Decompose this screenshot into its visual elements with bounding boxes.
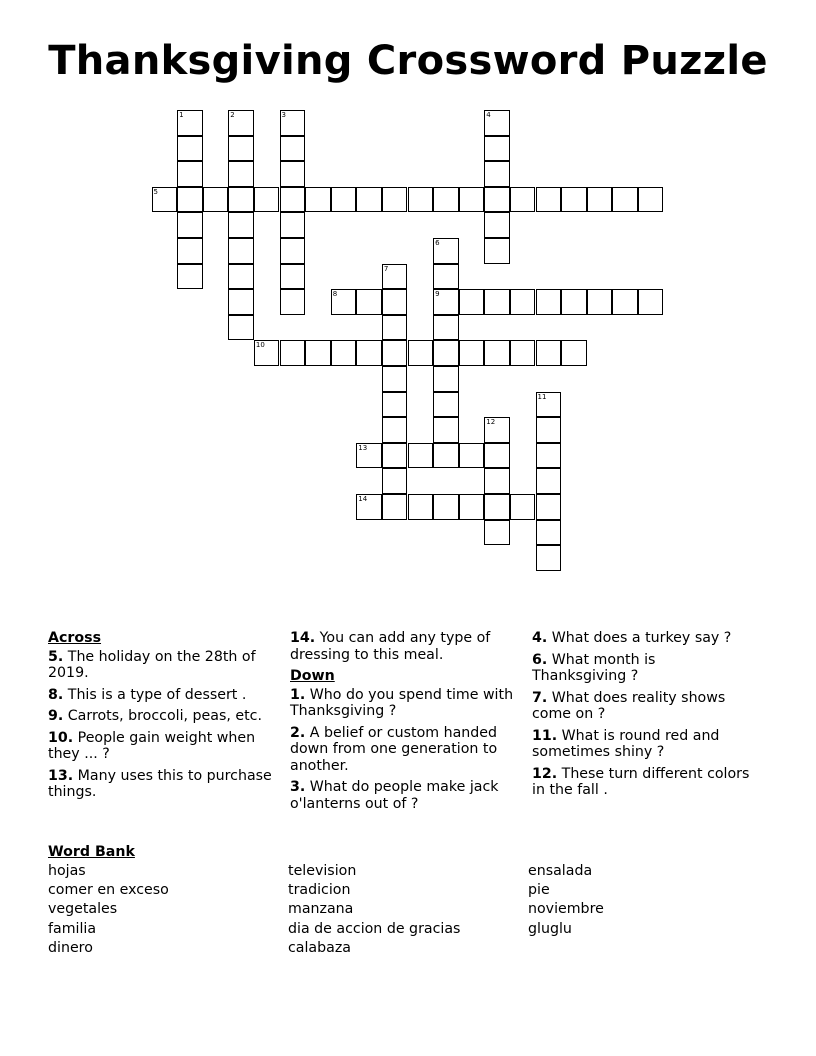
grid-cell[interactable] bbox=[382, 468, 408, 494]
grid-cell[interactable] bbox=[177, 136, 203, 162]
clue-down-3 bbox=[290, 779, 522, 812]
clue-number: 9. bbox=[48, 708, 64, 724]
word-bank-column-2 bbox=[288, 862, 460, 958]
word-bank-item: tradicion bbox=[288, 882, 351, 899]
grid-cell[interactable] bbox=[484, 136, 510, 162]
word-bank-column-3 bbox=[528, 862, 604, 939]
clue-number: 14. bbox=[290, 630, 316, 646]
grid-cell[interactable] bbox=[536, 392, 562, 418]
clue-down-2 bbox=[290, 725, 522, 775]
grid-cell[interactable] bbox=[561, 187, 587, 213]
clue-number: 10. bbox=[48, 729, 74, 746]
grid-cell[interactable] bbox=[331, 187, 357, 213]
grid-cell[interactable] bbox=[177, 187, 203, 213]
grid-cell[interactable] bbox=[561, 289, 587, 315]
word-bank-item: hojas bbox=[48, 863, 86, 879]
clue-down-1 bbox=[290, 687, 522, 720]
word-bank-item: dinero bbox=[48, 939, 93, 956]
cell-number: 4 bbox=[486, 111, 491, 119]
grid-cell[interactable] bbox=[510, 289, 536, 315]
cell-number: 13 bbox=[358, 443, 368, 452]
grid-cell[interactable] bbox=[536, 417, 562, 443]
clue-text: This is a type of dessert . bbox=[63, 686, 247, 703]
clue-number: 5. bbox=[48, 648, 64, 665]
grid-cell[interactable] bbox=[510, 187, 536, 213]
grid-cell[interactable] bbox=[536, 340, 562, 366]
clue-text: What does a turkey say ? bbox=[547, 630, 732, 646]
cell-number: 12 bbox=[486, 418, 496, 427]
clue-down-6 bbox=[532, 652, 752, 685]
grid-cell[interactable] bbox=[305, 187, 331, 213]
grid-cell[interactable] bbox=[612, 187, 638, 213]
grid-cell[interactable] bbox=[382, 187, 408, 213]
clue-number: 3. bbox=[290, 779, 306, 795]
grid-cell[interactable] bbox=[280, 136, 306, 162]
grid-cell[interactable] bbox=[638, 187, 664, 213]
grid-cell[interactable] bbox=[484, 212, 510, 238]
grid-cell[interactable] bbox=[280, 340, 306, 366]
down-heading: Down bbox=[290, 668, 335, 684]
clues-column-3 bbox=[532, 630, 752, 804]
clue-text: You can add any type of dressing to this meal. bbox=[290, 630, 491, 663]
cell-number: 3 bbox=[281, 111, 286, 119]
grid-cell[interactable] bbox=[382, 443, 408, 469]
grid-cell[interactable] bbox=[408, 187, 434, 213]
clue-across-14 bbox=[290, 630, 522, 663]
clue-number: 8. bbox=[48, 686, 64, 703]
grid-cell[interactable] bbox=[382, 392, 408, 418]
grid-cell[interactable] bbox=[382, 494, 408, 520]
grid-cell[interactable] bbox=[536, 520, 562, 546]
cell-number: 9 bbox=[435, 290, 440, 299]
grid-cell[interactable] bbox=[177, 238, 203, 264]
clue-text: What month is Thanksgiving ? bbox=[532, 651, 656, 684]
grid-cell[interactable] bbox=[280, 238, 306, 264]
word-bank-item: television bbox=[288, 863, 357, 879]
grid-cell[interactable] bbox=[459, 443, 485, 469]
grid-cell[interactable] bbox=[382, 340, 408, 366]
grid-cell[interactable] bbox=[484, 289, 510, 315]
clues-column-2 bbox=[290, 630, 522, 817]
grid-cell[interactable] bbox=[280, 264, 306, 290]
clue-text: What does reality shows come on ? bbox=[532, 689, 726, 722]
grid-cell[interactable] bbox=[433, 417, 459, 443]
clue-text: What is round red and sometimes shiny ? bbox=[532, 727, 720, 760]
word-bank-item: noviembre bbox=[528, 901, 604, 918]
grid-cell[interactable] bbox=[484, 468, 510, 494]
grid-cell[interactable] bbox=[433, 494, 459, 520]
grid-cell[interactable] bbox=[536, 468, 562, 494]
grid-cell[interactable] bbox=[459, 494, 485, 520]
word-bank-item: comer en exceso bbox=[48, 882, 169, 899]
word-bank-item: familia bbox=[48, 920, 97, 937]
grid-cell[interactable] bbox=[305, 340, 331, 366]
clue-number: 4. bbox=[532, 630, 548, 646]
clue-text: Many uses this to purchase things. bbox=[48, 767, 272, 800]
grid-cell[interactable] bbox=[382, 315, 408, 341]
grid-cell[interactable] bbox=[587, 187, 613, 213]
grid-cell[interactable] bbox=[484, 443, 510, 469]
cell-number: 11 bbox=[537, 392, 547, 401]
grid-cell[interactable] bbox=[228, 315, 254, 341]
grid-cell[interactable] bbox=[382, 264, 408, 290]
grid-cell[interactable] bbox=[536, 289, 562, 315]
word-bank-item: manzana bbox=[288, 901, 354, 918]
clue-text: Carrots, broccoli, peas, etc. bbox=[63, 708, 262, 724]
grid-cell[interactable] bbox=[177, 161, 203, 187]
grid-cell[interactable] bbox=[228, 136, 254, 162]
grid-cell[interactable] bbox=[433, 340, 459, 366]
grid-cell[interactable] bbox=[561, 340, 587, 366]
grid-cell[interactable] bbox=[459, 187, 485, 213]
grid-cell[interactable] bbox=[510, 340, 536, 366]
cell-number: 6 bbox=[435, 239, 440, 247]
grid-cell[interactable] bbox=[484, 340, 510, 366]
clue-text: These turn different colors in the fall . bbox=[532, 765, 750, 798]
clue-down-11 bbox=[532, 728, 752, 761]
grid-cell[interactable] bbox=[152, 187, 178, 213]
grid-cell[interactable] bbox=[356, 187, 382, 213]
clue-number: 6. bbox=[532, 651, 548, 668]
grid-cell[interactable] bbox=[484, 187, 510, 213]
cell-number: 14 bbox=[358, 495, 368, 503]
grid-cell[interactable] bbox=[177, 264, 203, 290]
grid-cell[interactable] bbox=[459, 340, 485, 366]
grid-cell[interactable] bbox=[408, 443, 434, 469]
grid-cell[interactable] bbox=[356, 443, 382, 469]
grid-cell[interactable] bbox=[228, 238, 254, 264]
grid-cell[interactable] bbox=[587, 289, 613, 315]
cell-number: 5 bbox=[153, 187, 158, 196]
clue-number: 13. bbox=[48, 767, 74, 784]
grid-cell[interactable] bbox=[484, 110, 510, 136]
grid-cell[interactable] bbox=[408, 340, 434, 366]
grid-cell[interactable] bbox=[536, 545, 562, 571]
grid-cell[interactable] bbox=[484, 494, 510, 520]
clue-text: Who do you spend time with Thanksgiving ? bbox=[290, 686, 514, 719]
grid-cell[interactable] bbox=[433, 366, 459, 392]
clue-number: 7. bbox=[532, 689, 548, 706]
grid-cell[interactable] bbox=[280, 110, 306, 136]
grid-cell[interactable] bbox=[382, 417, 408, 443]
grid-cell[interactable] bbox=[382, 289, 408, 315]
clue-down-4 bbox=[532, 630, 752, 647]
grid-cell[interactable] bbox=[408, 494, 434, 520]
grid-cell[interactable] bbox=[356, 494, 382, 520]
grid-cell[interactable] bbox=[433, 443, 459, 469]
grid-cell[interactable] bbox=[228, 289, 254, 315]
word-bank-item: dia de accion de gracias bbox=[288, 920, 461, 937]
grid-cell[interactable] bbox=[433, 264, 459, 290]
grid-cell[interactable] bbox=[254, 187, 280, 213]
clue-text: A belief or custom handed down from one generation to another. bbox=[290, 724, 498, 774]
grid-cell[interactable] bbox=[433, 187, 459, 213]
grid-cell[interactable] bbox=[228, 110, 254, 136]
cell-number: 8 bbox=[332, 290, 338, 299]
grid-cell[interactable] bbox=[331, 289, 357, 315]
cell-number: 10 bbox=[255, 341, 265, 350]
word-bank-item: vegetales bbox=[48, 901, 118, 918]
clue-across-8 bbox=[48, 687, 280, 704]
clue-across-10 bbox=[48, 730, 280, 763]
grid-cell[interactable] bbox=[280, 161, 306, 187]
clue-across-13 bbox=[48, 768, 280, 801]
grid-cell[interactable] bbox=[612, 289, 638, 315]
grid-cell[interactable] bbox=[536, 187, 562, 213]
grid-cell[interactable] bbox=[484, 238, 510, 264]
clues-column-1 bbox=[48, 630, 280, 806]
clue-number: 2. bbox=[290, 724, 306, 741]
grid-cell[interactable] bbox=[433, 289, 459, 315]
word-bank-item: ensalada bbox=[528, 863, 593, 879]
clue-across-9 bbox=[48, 708, 280, 725]
grid-cell[interactable] bbox=[280, 289, 306, 315]
grid-cell[interactable] bbox=[510, 494, 536, 520]
grid-cell[interactable] bbox=[228, 264, 254, 290]
grid-cell[interactable] bbox=[177, 110, 203, 136]
grid-cell[interactable] bbox=[433, 238, 459, 264]
grid-cell[interactable] bbox=[638, 289, 664, 315]
grid-cell[interactable] bbox=[280, 212, 306, 238]
clue-across-5 bbox=[48, 649, 280, 682]
grid-cell[interactable] bbox=[254, 340, 280, 366]
word-bank-item: pie bbox=[528, 882, 550, 899]
page-title: Thanksgiving Crossword Puzzle bbox=[48, 38, 768, 84]
word-bank-column-1 bbox=[48, 862, 169, 958]
clue-down-7 bbox=[532, 690, 752, 723]
grid-cell[interactable] bbox=[433, 315, 459, 341]
grid-cell[interactable] bbox=[382, 366, 408, 392]
grid-cell[interactable] bbox=[177, 212, 203, 238]
grid-cell[interactable] bbox=[484, 520, 510, 546]
clue-text: People gain weight when they ... ? bbox=[48, 729, 256, 762]
grid-cell[interactable] bbox=[459, 289, 485, 315]
grid-cell[interactable] bbox=[356, 289, 382, 315]
grid-cell[interactable] bbox=[484, 161, 510, 187]
clue-number: 12. bbox=[532, 765, 558, 782]
grid-cell[interactable] bbox=[280, 187, 306, 213]
clue-number: 1. bbox=[290, 686, 306, 703]
cell-number: 1 bbox=[179, 111, 184, 119]
word-bank-item: gluglu bbox=[528, 920, 572, 937]
grid-cell[interactable] bbox=[536, 494, 562, 520]
grid-cell[interactable] bbox=[203, 187, 229, 213]
clue-number: 11. bbox=[532, 727, 558, 744]
clue-down-12 bbox=[532, 766, 752, 799]
word-bank-heading: Word Bank bbox=[48, 844, 135, 860]
grid-cell[interactable] bbox=[228, 212, 254, 238]
across-heading: Across bbox=[48, 630, 102, 646]
grid-cell[interactable] bbox=[433, 392, 459, 418]
grid-cell[interactable] bbox=[484, 417, 510, 443]
cell-number: 7 bbox=[383, 264, 389, 273]
clue-text: What do people make jack o'lanterns out of ? bbox=[290, 779, 499, 812]
clue-text: The holiday on the 28th of 2019. bbox=[48, 648, 256, 681]
word-bank-item: calabaza bbox=[288, 939, 351, 956]
grid-cell[interactable] bbox=[228, 187, 254, 213]
grid-cell[interactable] bbox=[536, 443, 562, 469]
grid-cell[interactable] bbox=[228, 161, 254, 187]
cell-number: 2 bbox=[230, 111, 235, 119]
grid-cell[interactable] bbox=[331, 340, 357, 366]
grid-cell[interactable] bbox=[356, 340, 382, 366]
